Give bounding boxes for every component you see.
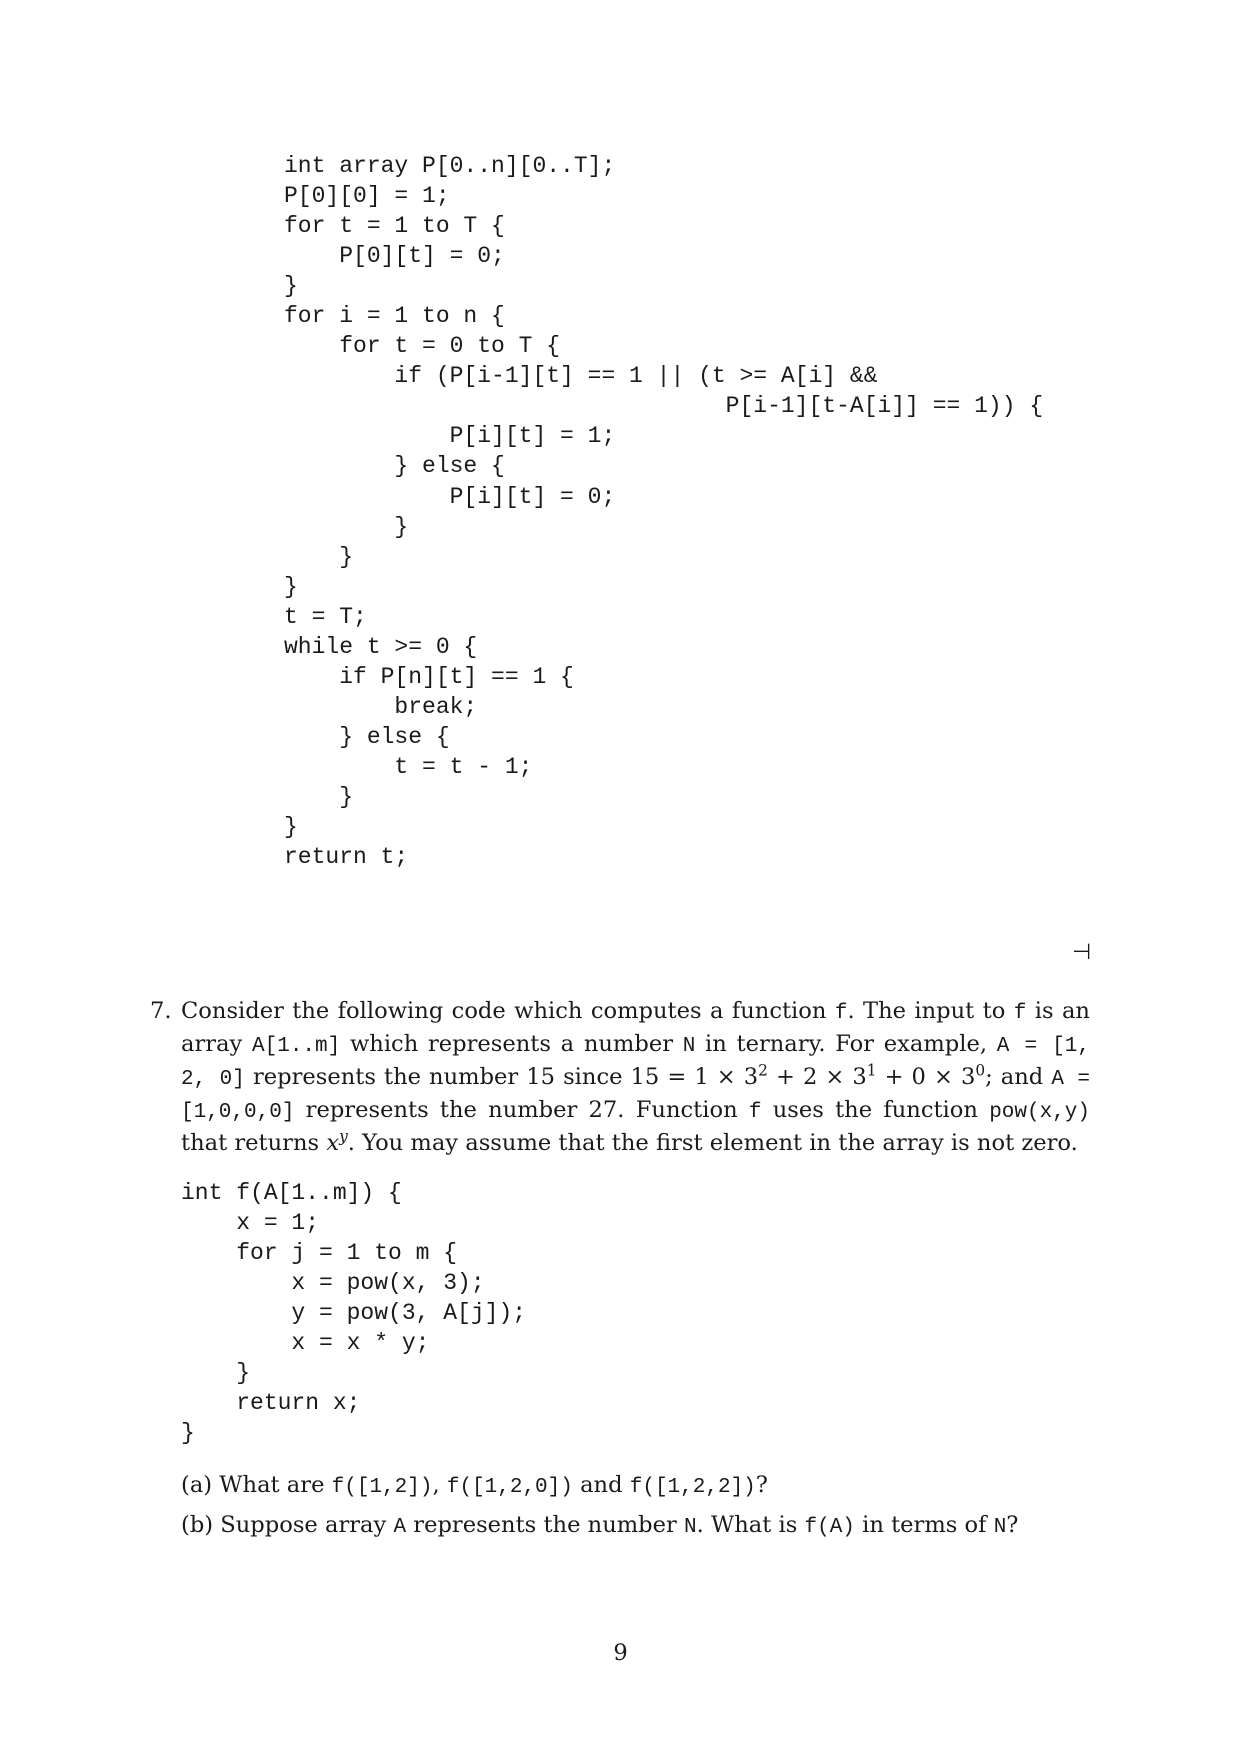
part-label: (b): [181, 1512, 214, 1538]
inline-code-var: N: [684, 1516, 697, 1539]
inline-code-pow: pow(x,y): [989, 1101, 1091, 1124]
part-b: (b) Suppose array A represents the number N. What is f(A) in terms of N?: [181, 1512, 1019, 1539]
inline-code-call: f([1,2,0]): [446, 1476, 573, 1499]
subset-sum-code-block: int array P[0..n][0..T]; P[0][0] = 1; for t = 1 to T { P[0][t] = 0; } for i = 1 to n { for t = 0 to T { if (P[i-1][t] == 1 || (t >= A[i] && P[i-1][t-A[i]] == 1)) { P[i][t] = 1; } else { P[i][t] = 0; } } } t = T; while t >= 0 { if P[n][t] == 1 { break; } else { t = t - 1; } } return t;: [284, 153, 1044, 871]
question-number: 7.: [150, 998, 172, 1024]
inline-code-call: f([1,2]): [331, 1476, 433, 1499]
ternary-equation: $1 \times 3^2 + 2 \times 3^1 + 0 \times 3^0$: [694, 1061, 986, 1090]
function-f-code-block: int f(A[1..m]) { x = 1; for j = 1 to m { x = pow(x, 3); y = pow(3, A[j]); x = x * y; } return x; }: [181, 1180, 527, 1447]
inline-code-var: N: [993, 1516, 1007, 1539]
inline-code-array: A[1..m]: [252, 1035, 341, 1058]
inline-code-f: f: [748, 1101, 762, 1124]
question-text: Consider the following code which computes a function f. The input to f is an array A[1..m] which represents a number N in ternary. For example, A = [1, 2, 0] represents the number 15 since $15 = 1 \times 3^2 + 2 \times 3^1 + 0 \times 3^0$; and A = [1,0,0,0] represents the number 27. Function f uses the function pow(x,y) that returns $x^y$. You may assume that the first element in the array is not zero.: [181, 998, 1091, 1156]
inline-code-n: N: [682, 1035, 696, 1058]
inline-code-example-1: A = [1, 2, 0]: [181, 1035, 1090, 1091]
pow-result: $x^y$: [326, 1127, 348, 1156]
part-a: (a) What are f([1,2]), f([1,2,0]) and f([1,2,2])?: [181, 1472, 768, 1499]
inline-code-example-2: A = [1,0,0,0]: [181, 1068, 1091, 1124]
inline-code-var: A: [393, 1516, 407, 1539]
part-label: (a): [181, 1472, 213, 1498]
end-of-proof-symbol: ⊣: [1072, 940, 1092, 965]
page-number: 9: [613, 1640, 628, 1666]
question-7: [150, 996, 1090, 1158]
inline-code-call: f(A): [804, 1516, 855, 1539]
inline-code-f: f: [834, 1002, 848, 1025]
inline-code-call: f([1,2,2]): [629, 1476, 756, 1499]
inline-code-f: f: [1013, 1002, 1027, 1025]
